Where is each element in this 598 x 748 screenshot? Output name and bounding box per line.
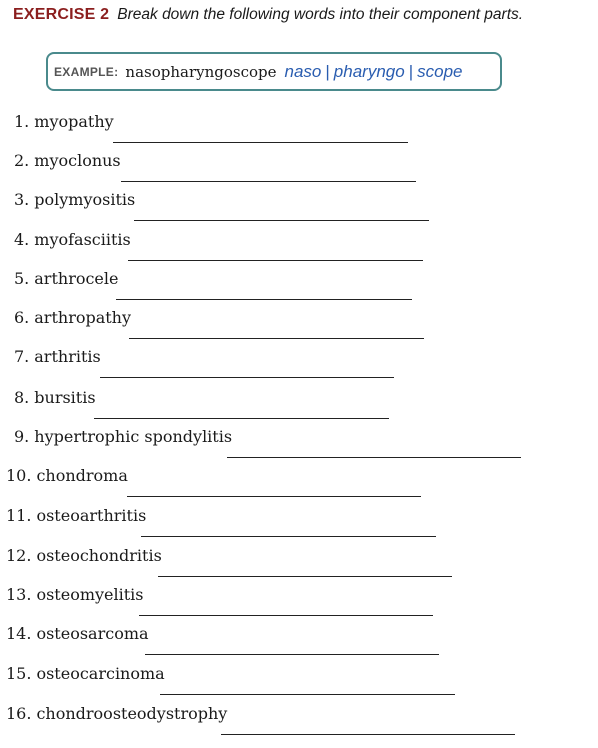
exercise-label: EXERCISE 2 — [13, 6, 110, 23]
item-label — [14, 347, 101, 367]
example-part: naso — [284, 61, 322, 81]
item-number: 5. — [14, 269, 30, 288]
answer-blank[interactable] — [113, 142, 408, 143]
exercise-item — [0, 546, 598, 586]
exercise-item — [0, 230, 598, 270]
example-part: scope — [417, 61, 463, 81]
item-word: myofasciitis — [34, 230, 131, 249]
item-word: chondroosteodystrophy — [36, 704, 228, 723]
example-box — [46, 52, 502, 91]
exercise-item — [0, 388, 598, 428]
item-number: 10. — [6, 466, 32, 485]
item-number: 15. — [6, 664, 32, 683]
example-word: nasopharyngoscope — [125, 62, 277, 81]
item-word: osteomyelitis — [36, 585, 144, 604]
item-number: 13. — [6, 585, 32, 604]
item-number: 11. — [6, 506, 32, 525]
item-word: arthropathy — [34, 308, 132, 327]
item-label — [6, 506, 146, 526]
example-part: pharyngo — [333, 61, 405, 81]
exercise-item — [0, 308, 598, 348]
exercise-header — [13, 4, 523, 24]
exercise-item — [0, 151, 598, 191]
item-label — [6, 704, 227, 724]
answer-blank[interactable] — [145, 654, 439, 655]
answer-blank[interactable] — [227, 457, 521, 458]
item-number: 14. — [6, 624, 32, 643]
exercise-item — [0, 466, 598, 506]
answer-blank[interactable] — [221, 734, 515, 735]
item-word: chondroma — [36, 466, 128, 485]
item-word: osteochondritis — [36, 546, 162, 565]
exercise-instruction: Break down the following words into their component parts. — [117, 6, 524, 23]
answer-blank[interactable] — [121, 181, 416, 182]
exercise-item — [0, 506, 598, 546]
item-number: 8. — [14, 388, 30, 407]
item-label — [14, 308, 131, 328]
item-word: osteosarcoma — [36, 624, 149, 643]
answer-blank[interactable] — [158, 576, 452, 577]
item-word: bursitis — [34, 388, 96, 407]
item-number: 3. — [14, 190, 30, 209]
item-word: myopathy — [34, 112, 114, 131]
example-parts — [285, 62, 463, 82]
part-separator: | — [325, 61, 330, 81]
item-word: osteocarcinoma — [36, 664, 165, 683]
item-number: 9. — [14, 427, 30, 446]
item-number: 6. — [14, 308, 30, 327]
answer-blank[interactable] — [139, 615, 433, 616]
item-label — [14, 269, 118, 289]
item-word: hypertrophic spondylitis — [34, 427, 233, 446]
item-label — [14, 151, 121, 171]
item-label — [6, 664, 165, 684]
exercise-item — [0, 624, 598, 664]
exercise-item — [0, 427, 598, 467]
item-word: arthritis — [34, 347, 101, 366]
item-label — [6, 546, 162, 566]
example-tag: EXAMPLE: — [54, 64, 119, 79]
answer-blank[interactable] — [100, 377, 394, 378]
item-number: 1. — [14, 112, 30, 131]
exercise-item — [0, 664, 598, 704]
answer-blank[interactable] — [116, 299, 412, 300]
item-number: 7. — [14, 347, 30, 366]
answer-blank[interactable] — [129, 338, 424, 339]
answer-blank[interactable] — [127, 496, 421, 497]
item-word: myoclonus — [34, 151, 121, 170]
item-word: osteoarthritis — [36, 506, 147, 525]
item-label — [14, 190, 135, 210]
item-number: 16. — [6, 704, 32, 723]
answer-blank[interactable] — [141, 536, 436, 537]
item-label — [6, 585, 144, 605]
answer-blank[interactable] — [160, 694, 455, 695]
item-word: arthrocele — [34, 269, 119, 288]
answer-blank[interactable] — [134, 220, 429, 221]
item-number: 4. — [14, 230, 30, 249]
exercise-item — [0, 585, 598, 625]
exercise-item — [0, 269, 598, 309]
item-word: polymyositis — [34, 190, 136, 209]
item-number: 2. — [14, 151, 30, 170]
item-label — [14, 230, 131, 250]
item-label — [6, 624, 149, 644]
item-label — [14, 388, 96, 408]
item-number: 12. — [6, 546, 32, 565]
answer-blank[interactable] — [94, 418, 389, 419]
item-label — [14, 427, 232, 447]
part-separator: | — [408, 61, 414, 81]
item-label — [6, 466, 128, 486]
exercise-item — [0, 704, 598, 744]
answer-blank[interactable] — [128, 260, 423, 261]
item-label — [14, 112, 114, 132]
exercise-item — [0, 112, 598, 152]
exercise-item — [0, 190, 598, 230]
exercise-item — [0, 347, 598, 387]
